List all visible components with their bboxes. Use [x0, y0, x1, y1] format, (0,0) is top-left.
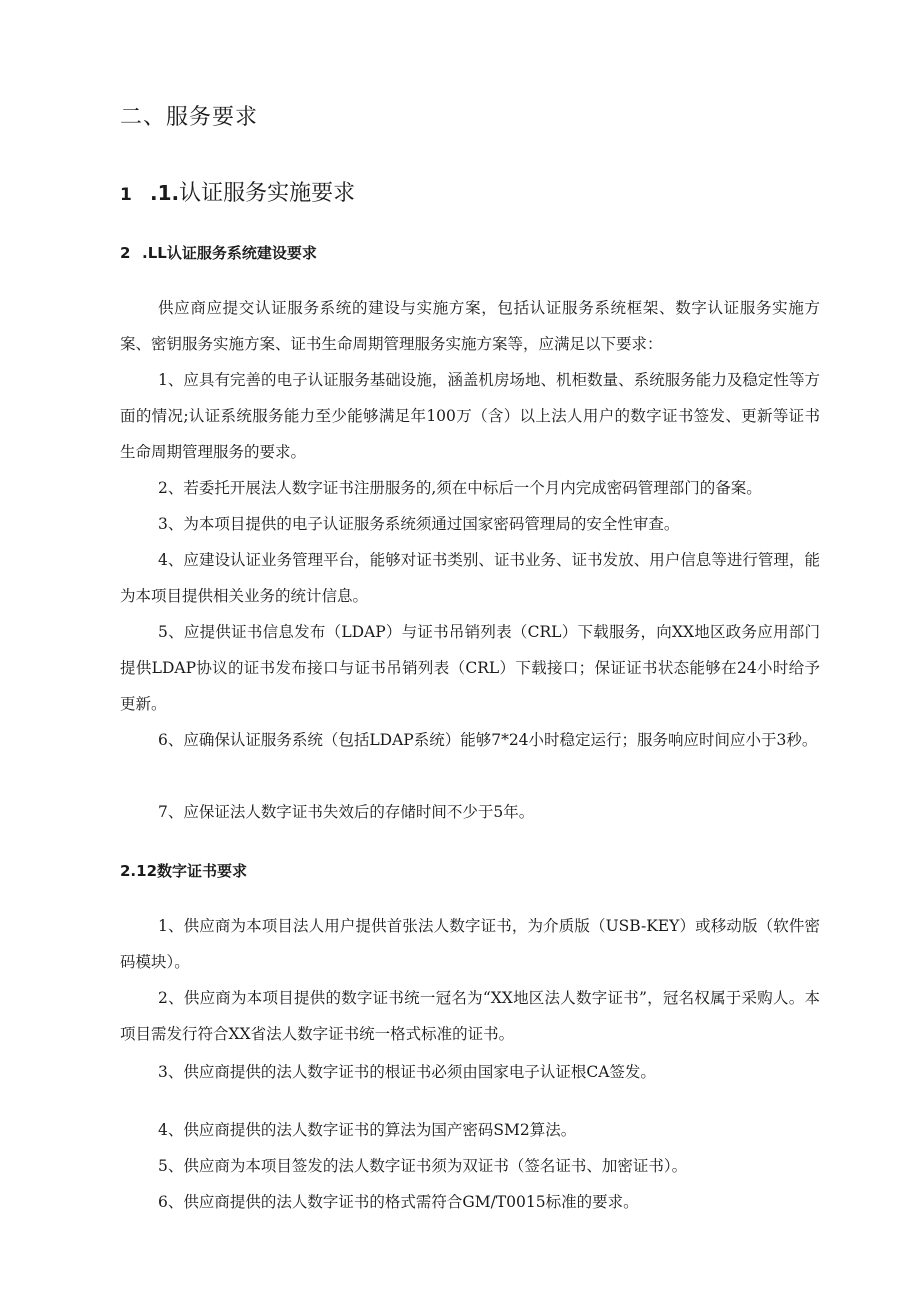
- certificate-item-2: 2、供应商为本项目提供的数字证书统一冠名为“XX地区法人数字证书”，冠名权属于采购人。本项目需发行符合XX省法人数字证书统一格式标准的证书。: [120, 989, 820, 1043]
- certificate-item-5: 5、供应商为本项目签发的法人数字证书须为双证书（签名证书、加密证书）。: [158, 1157, 688, 1175]
- certificate-item-1: 1、供应商为本项目法人用户提供首张法人数字证书，为介质版（USB-KEY）或移动版（软件密码模块）。: [120, 917, 820, 971]
- sub-heading-system: [120, 242, 317, 263]
- subsection-title: 认证服务实施要求: [179, 181, 356, 206]
- requirement-item-1: 1、应具有完善的电子认证服务基础设施，涵盖机房场地、机柜数量、系统服务能力及稳定性等方面的情况;认证系统服务能力至少能够满足年100万（含）以上法人用户的数字证书签发、更新等证书生命周期管理服务的要求。: [120, 371, 820, 461]
- certificate-item-6: 6、供应商提供的法人数字证书的格式需符合GM/T0015标准的要求。: [158, 1193, 639, 1211]
- requirement-item-3: 3、为本项目提供的电子认证服务系统须通过国家密码管理局的安全性审查。: [158, 515, 680, 533]
- sub-heading-system-title: .LL认证服务系统建设要求: [142, 244, 317, 262]
- certificate-item-3: 3、供应商提供的法人数字证书的根证书必须由国家电子认证根CA签发。: [158, 1063, 656, 1081]
- requirement-item-5: 5、应提供证书信息发布（LDAP）与证书吊销列表（CRL）下载服务，向XX地区政务应用部门提供LDAP协议的证书发布接口与证书吊销列表（CRL）下载接口；保证证书状态能够在24小时给予更新。: [120, 623, 820, 713]
- sub-heading-system-number: 2: [120, 244, 131, 262]
- section-title: 二、服务要求: [120, 105, 259, 130]
- subsection-heading: [120, 176, 355, 207]
- requirement-item-7: 7、应保证法人数字证书失效后的存储时间不少于5年。: [158, 803, 535, 821]
- requirement-item-2: 2、若委托开展法人数字证书注册服务的,须在中标后一个月内完成密码管理部门的备案。: [158, 479, 762, 497]
- subsection-dot-label: .1.: [150, 181, 180, 205]
- certificate-item-4: 4、供应商提供的法人数字证书的算法为国产密码SM2算法。: [158, 1121, 577, 1139]
- subsection-number: 1: [120, 185, 132, 205]
- intro-paragraph: 供应商应提交认证服务系统的建设与实施方案，包括认证服务系统框架、数字认证服务实施方案、密钥服务实施方案、证书生命周期管理服务实施方案等，应满足以下要求：: [120, 299, 820, 353]
- requirement-item-6: 6、应确保认证服务系统（包括LDAP系统）能够7*24小时稳定运行；服务响应时间应小于3秒。: [158, 731, 818, 749]
- sub-heading-certificate: 2.12数字证书要求: [120, 862, 248, 880]
- requirement-item-4: 4、应建设认证业务管理平台，能够对证书类别、证书业务、证书发放、用户信息等进行管理，能为本项目提供相关业务的统计信息。: [120, 551, 820, 605]
